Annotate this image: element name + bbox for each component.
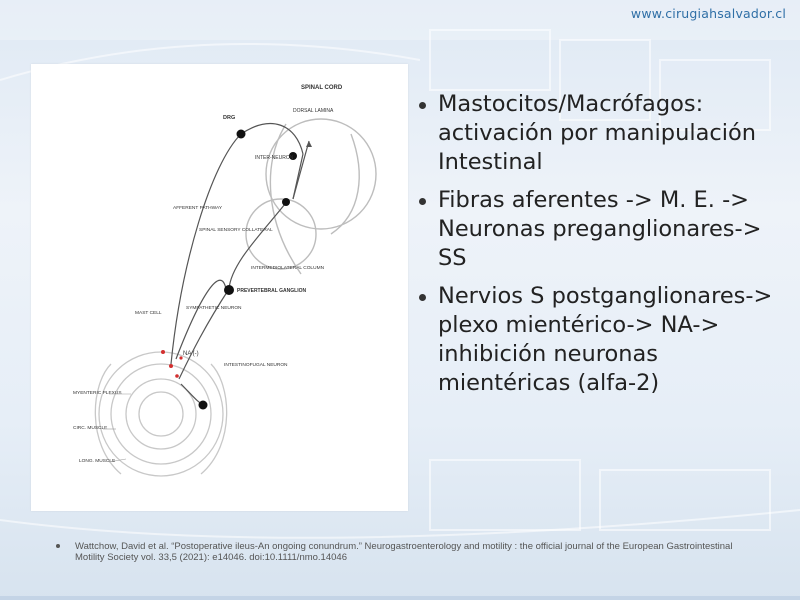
label-spinal-sensory-collateral: SPINAL SENSORY COLLATERAL <box>199 228 273 233</box>
label-myenteric-plexus: MYENTERIC PLEXUS <box>73 391 122 396</box>
neural-pathways <box>171 124 309 404</box>
intestine-cross-section <box>95 352 226 476</box>
intestinofugal-line <box>181 384 203 404</box>
bottom-bar <box>0 596 800 600</box>
label-sympathetic-neuron: SYMPATHETIC NEURON <box>186 306 242 311</box>
bullet-item: Mastocitos/Macrófagos: activación por manipulación Intestinal <box>415 90 795 177</box>
intestinofugal-node <box>199 401 208 410</box>
afferent-pathway-line <box>171 134 241 364</box>
spinal-to-ganglion-line <box>229 204 285 289</box>
ascending-arrow-line <box>293 141 309 199</box>
label-long-muscle: LONG. MUSCLE <box>79 459 116 464</box>
label-spinal-cord: SPINAL CORD <box>301 85 343 91</box>
neural-pathway-figure <box>31 64 408 511</box>
label-afferent-pathway: AFFERENT PATHWAY <box>173 206 223 211</box>
neural-pathway-diagram <box>31 64 408 511</box>
arrow-head <box>306 141 312 147</box>
label-na: NA (-) <box>183 351 199 357</box>
label-drg: DRG <box>223 115 236 121</box>
drg-node <box>237 130 246 139</box>
label-prevertebral-ganglion: PREVERTEBRAL GANGLION <box>237 288 307 294</box>
bullet-list <box>415 90 795 407</box>
bullet-item: Nervios S postganglionares-> plexo mientérico-> NA-> inhibición neuronas mientéricas (alfa-2) <box>415 282 795 398</box>
spinal-cord-outline <box>246 119 376 274</box>
collateral-line <box>176 280 226 359</box>
label-interneuron: INTER-NEURON <box>255 155 294 161</box>
intermediolateral-node <box>282 198 290 206</box>
label-dorsal-lamina: DORSAL LAMINA <box>293 108 334 114</box>
label-mast-cell: MAST CELL <box>135 311 162 316</box>
bullet-item: Fibras aferentes -> M. E. -> Neuronas preganglionares-> SS <box>415 186 795 273</box>
reference-text: Wattchow, David et al. “Postoperative ileus-An ongoing conundrum.” Neurogastroenterology and motility : the official journal of the European Gastrointestinal Motility Society vol. 33,5 (2021): e14046. doi:10.1111/nmo.14046 <box>75 541 733 563</box>
label-intermediolateral-column: INTERMEDIOLATERAL COLUMN <box>251 266 325 271</box>
reference-citation <box>58 541 748 563</box>
ganglion-node <box>224 285 234 295</box>
reference-bullet <box>56 544 60 548</box>
label-intestinofugal-neuron: INTESTINOFUGAL NEURON <box>224 363 288 368</box>
site-url[interactable]: www.cirugiahsalvador.cl <box>630 6 786 21</box>
label-circ-muscle: CIRC. MUSCLE <box>73 426 108 431</box>
